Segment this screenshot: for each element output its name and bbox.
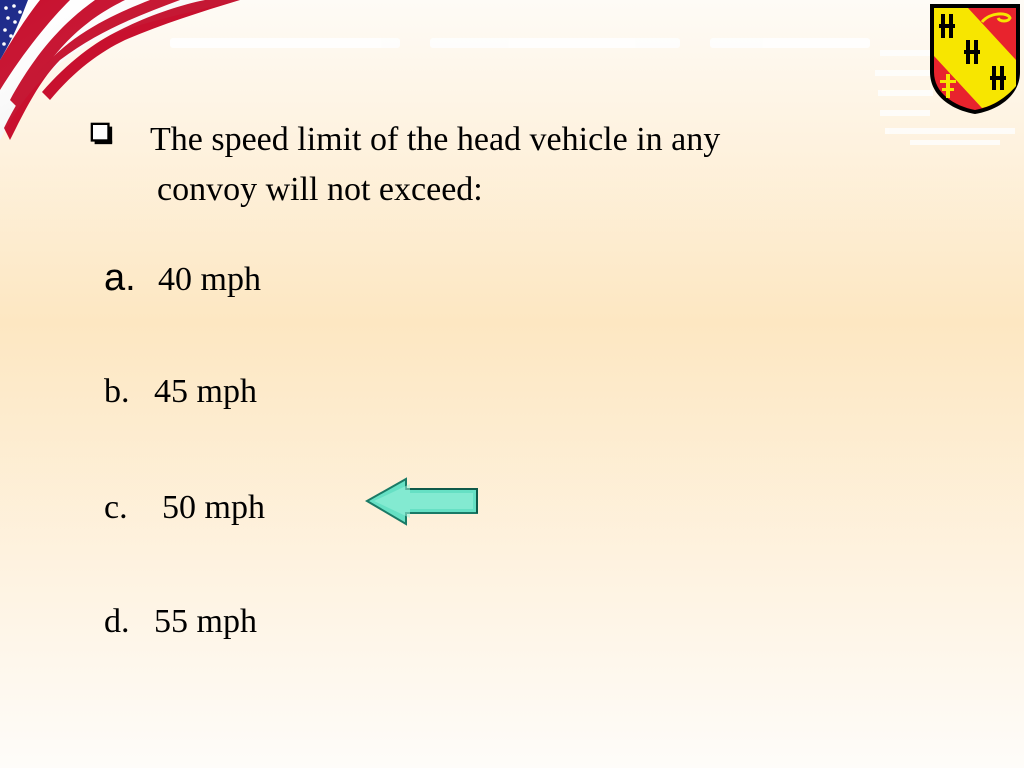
question-line-1: The speed limit of the head vehicle in any — [150, 121, 721, 158]
option-text: 55 mph — [154, 603, 257, 640]
option-b[interactable] — [104, 370, 257, 414]
option-letter: b. — [104, 373, 130, 410]
option-text: 50 mph — [162, 489, 265, 526]
option-c[interactable] — [104, 486, 265, 530]
option-letter: c. — [104, 489, 128, 526]
option-letter: a. — [104, 257, 136, 299]
option-letter: d. — [104, 603, 130, 640]
option-a[interactable] — [104, 256, 261, 302]
left-arrow-icon — [364, 476, 482, 528]
option-d[interactable] — [104, 600, 257, 644]
option-text: 45 mph — [154, 373, 257, 410]
unit-crest-icon — [926, 0, 1024, 116]
hollow-square-bullet-icon — [90, 122, 114, 146]
faint-header-banner — [160, 30, 880, 60]
option-text: 40 mph — [158, 261, 261, 298]
question-line-2: convoy will not exceed: — [157, 171, 483, 208]
